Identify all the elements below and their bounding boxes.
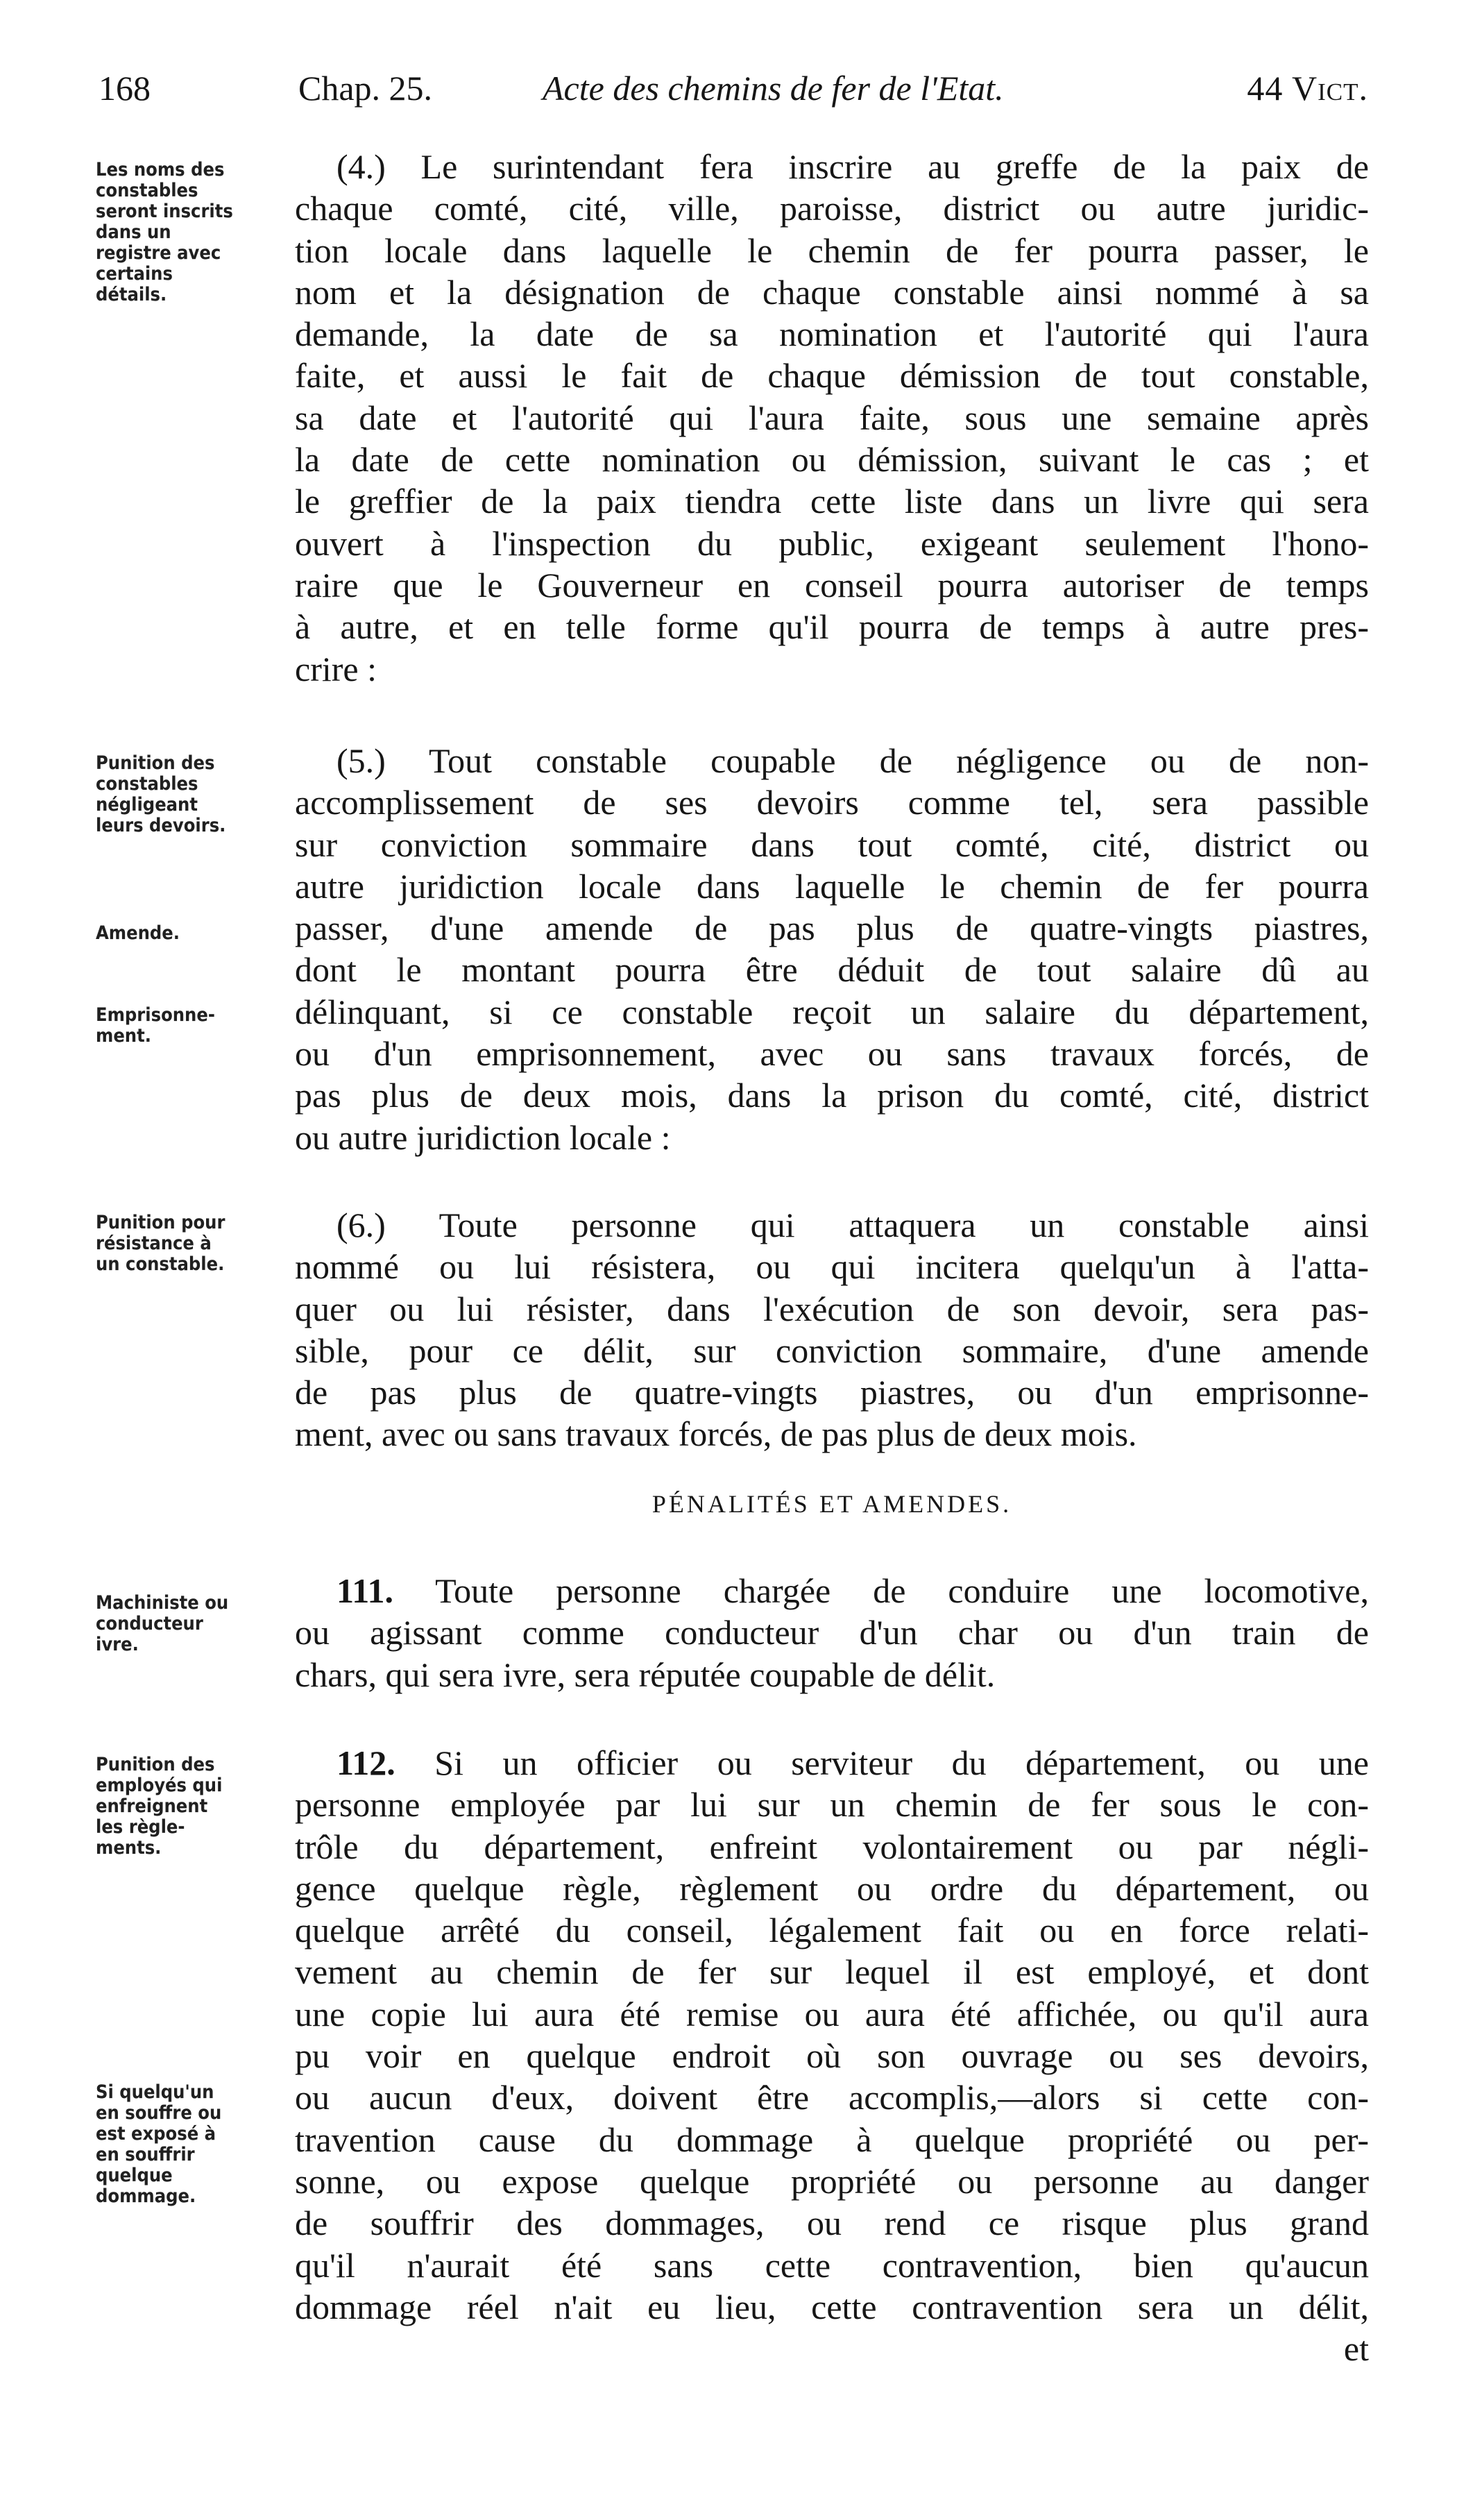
text-line: de souffrir des dommages, ou rend ce risque plus grand — [295, 2204, 1369, 2243]
margin-note-line: Les noms des — [96, 159, 225, 180]
margin-note-imprisonment — [96, 1005, 283, 1047]
page-number: 168 — [99, 69, 151, 108]
margin-note-line: résistance à — [96, 1233, 212, 1254]
text-line: pu voir en quelque endroit où son ouvrage ou ses devoirs, — [295, 2036, 1369, 2076]
text-line-body: Si un officier ou serviteur du département, ou une — [434, 1743, 1369, 1782]
margin-note-line: constables — [96, 180, 198, 201]
margin-note-line: négligeant — [96, 794, 198, 815]
section-111 — [295, 1570, 1369, 1695]
text-line: gence quelque règle, règlement ou ordre du département, ou — [295, 1868, 1369, 1908]
text-line: pas plus de deux mois, dans la prison du comté, cité, district — [295, 1076, 1369, 1115]
text-line: ou aucun d'eux, doivent être accomplis,—alors si cette con- — [295, 2078, 1369, 2117]
text-line: ment, avec ou sans travaux forcés, de pas plus de deux mois. — [295, 1414, 1137, 1454]
text-line: accomplissement de ses devoirs comme tel, sera passible — [295, 783, 1369, 822]
catchword: et — [1343, 2329, 1369, 2369]
margin-note-drunk-engineer — [96, 1593, 283, 1655]
margin-note-line: employés qui — [96, 1775, 223, 1796]
section-112 — [295, 1742, 1369, 2369]
text-line: délinquant, si ce constable reçoit un salaire du département, — [295, 992, 1369, 1031]
text-line: de pas plus de quatre-vingts piastres, ou d'un emprisonne- — [295, 1373, 1369, 1412]
text-line: ou d'un emprisonnement, avec ou sans travaux forcés, de — [295, 1034, 1369, 1074]
text-line: vement au chemin de fer sur lequel il est employé, et dont — [295, 1952, 1369, 1992]
text-line: chars, qui sera ivre, sera réputée coupable de délit. — [295, 1655, 996, 1694]
text-line: chaque comté, cité, ville, paroisse, district ou autre juridic- — [295, 189, 1369, 228]
margin-note-line: en souffre ou — [96, 2102, 222, 2124]
margin-note-line: Machiniste ou — [96, 1592, 229, 1614]
text-line: sonne, ou expose quelque propriété ou personne au danger — [295, 2161, 1369, 2201]
margin-note-resisting-constable — [96, 1212, 283, 1275]
margin-note-line: Amende. — [96, 922, 180, 944]
paragraph-4 — [295, 146, 1369, 690]
text-line: dommage réel n'ait eu lieu, cette contravention sera un délit, — [295, 2287, 1369, 2326]
margin-note-constables-register — [96, 160, 283, 305]
text-line: raire que le Gouverneur en conseil pourra autoriser de temps — [295, 565, 1369, 604]
text-line: sur conviction sommaire dans tout comté, cité, district ou — [295, 825, 1369, 864]
text-line: nom et la désignation de chaque constable ainsi nommé à sa — [295, 272, 1369, 312]
text-line: une copie lui aura été remise ou aura été affichée, ou qu'il aura — [295, 1994, 1369, 2033]
text-line: la date de cette nomination ou démission, suivant le cas ; et — [295, 440, 1369, 480]
margin-note-line: ments. — [96, 1837, 162, 1859]
regnal-year: 44 Vict. — [1247, 69, 1368, 108]
paragraph-5 — [295, 740, 1369, 1158]
text-line: tion locale dans laquelle le chemin de fer pourra passer, le — [295, 230, 1369, 270]
text-line: demande, la date de sa nomination et l'autorité qui l'aura — [295, 314, 1369, 354]
margin-note-line: seront inscrits — [96, 201, 233, 222]
margin-note-line: Si quelqu'un — [96, 2081, 214, 2103]
text-line: (5.) Tout constable coupable de négligence ou de non- — [336, 741, 1369, 780]
margin-note-line: leurs devoirs. — [96, 815, 226, 836]
margin-note-line: Punition pour — [96, 1212, 225, 1233]
margin-note-line: dommage. — [96, 2185, 196, 2207]
text-line: ou agissant comme conducteur d'un char ou d'un train de — [295, 1613, 1369, 1652]
chapter-label: Chap. 25. — [298, 69, 433, 108]
margin-note-line: dans un — [96, 221, 171, 243]
margin-note-line: ivre. — [96, 1634, 139, 1655]
text-line: passer, d'une amende de pas plus de quatre-vingts piastres, — [295, 908, 1369, 948]
margin-note-fine — [96, 923, 283, 944]
margin-note-line: Punition des — [96, 752, 215, 774]
text-line-body: Toute personne chargée de conduire une locomotive, — [435, 1571, 1369, 1610]
margin-note-line: enfreignent — [96, 1795, 208, 1817]
text-line: trôle du département, enfreint volontairement ou par négli- — [295, 1827, 1369, 1866]
margin-note-damage — [96, 2082, 283, 2207]
text-line: quer ou lui résister, dans l'exécution de son devoir, sera pas- — [295, 1289, 1369, 1328]
text-line: travention cause du dommage à quelque propriété ou per- — [295, 2120, 1369, 2159]
text-line: qu'il n'aurait été sans cette contravention, bien qu'aucun — [295, 2245, 1369, 2285]
margin-note-negligent-constables — [96, 753, 283, 836]
margin-note-line: détails. — [96, 284, 167, 305]
text-line: (6.) Toute personne qui attaquera un constable ainsi — [336, 1206, 1369, 1244]
margin-note-line: Punition des — [96, 1754, 215, 1775]
section-number: 112. — [336, 1743, 395, 1782]
text-line: le greffier de la paix tiendra cette liste dans un livre qui sera — [295, 482, 1369, 521]
text-line: ouvert à l'inspection du public, exigeant seulement l'hono- — [295, 523, 1369, 563]
text-line: à autre, et en telle forme qu'il pourra de temps à autre pres- — [295, 607, 1369, 647]
section-number: 111. — [336, 1571, 393, 1610]
paragraph-6 — [295, 1204, 1369, 1455]
running-header — [99, 64, 1368, 112]
margin-note-line: Emprisonne- — [96, 1004, 215, 1026]
act-title: Acte des chemins de fer de l'Etat. — [543, 69, 1004, 108]
margin-note-line: registre avec — [96, 242, 221, 264]
text-line: faite, et aussi le fait de chaque démission de tout constable, — [295, 356, 1369, 396]
margin-note-employee-breaches — [96, 1754, 283, 1859]
text-line: sible, pour ce délit, sur conviction sommaire, d'une amende — [295, 1330, 1369, 1370]
text-line: dont le montant pourra être déduit de tout salaire dû au — [295, 950, 1369, 990]
margin-note-line: constables — [96, 773, 198, 795]
margin-note-line: est exposé à — [96, 2123, 216, 2145]
text-line: quelque arrêté du conseil, légalement fait ou en force relati- — [295, 1911, 1369, 1950]
text-line: nommé ou lui résistera, ou qui incitera quelqu'un à l'atta- — [295, 1247, 1369, 1287]
text-line — [295, 1570, 1369, 1612]
text-line: sa date et l'autorité qui l'aura faite, sous une semaine après — [295, 398, 1369, 437]
margin-note-line: ment. — [96, 1025, 151, 1047]
text-line — [295, 1742, 1369, 1784]
margin-note-line: un constable. — [96, 1253, 225, 1275]
section-heading: PÉNALITÉS ET AMENDES. — [651, 1490, 1012, 1518]
margin-note-line: en souffrir — [96, 2144, 195, 2165]
text-line: personne employée par lui sur un chemin de fer sous le con- — [295, 1785, 1369, 1825]
margin-note-line: quelque — [96, 2165, 173, 2186]
margin-note-line: les règle- — [96, 1816, 185, 1838]
margin-note-line: certains — [96, 263, 173, 285]
text-line: ou autre juridiction locale : — [295, 1117, 671, 1157]
text-line: (4.) Le surintendant fera inscrire au greffe de la paix de — [336, 147, 1369, 186]
margin-note-line: conducteur — [96, 1613, 203, 1634]
text-line: autre juridiction locale dans laquelle le chemin de fer pourra — [295, 866, 1369, 906]
text-line: crire : — [295, 649, 377, 688]
